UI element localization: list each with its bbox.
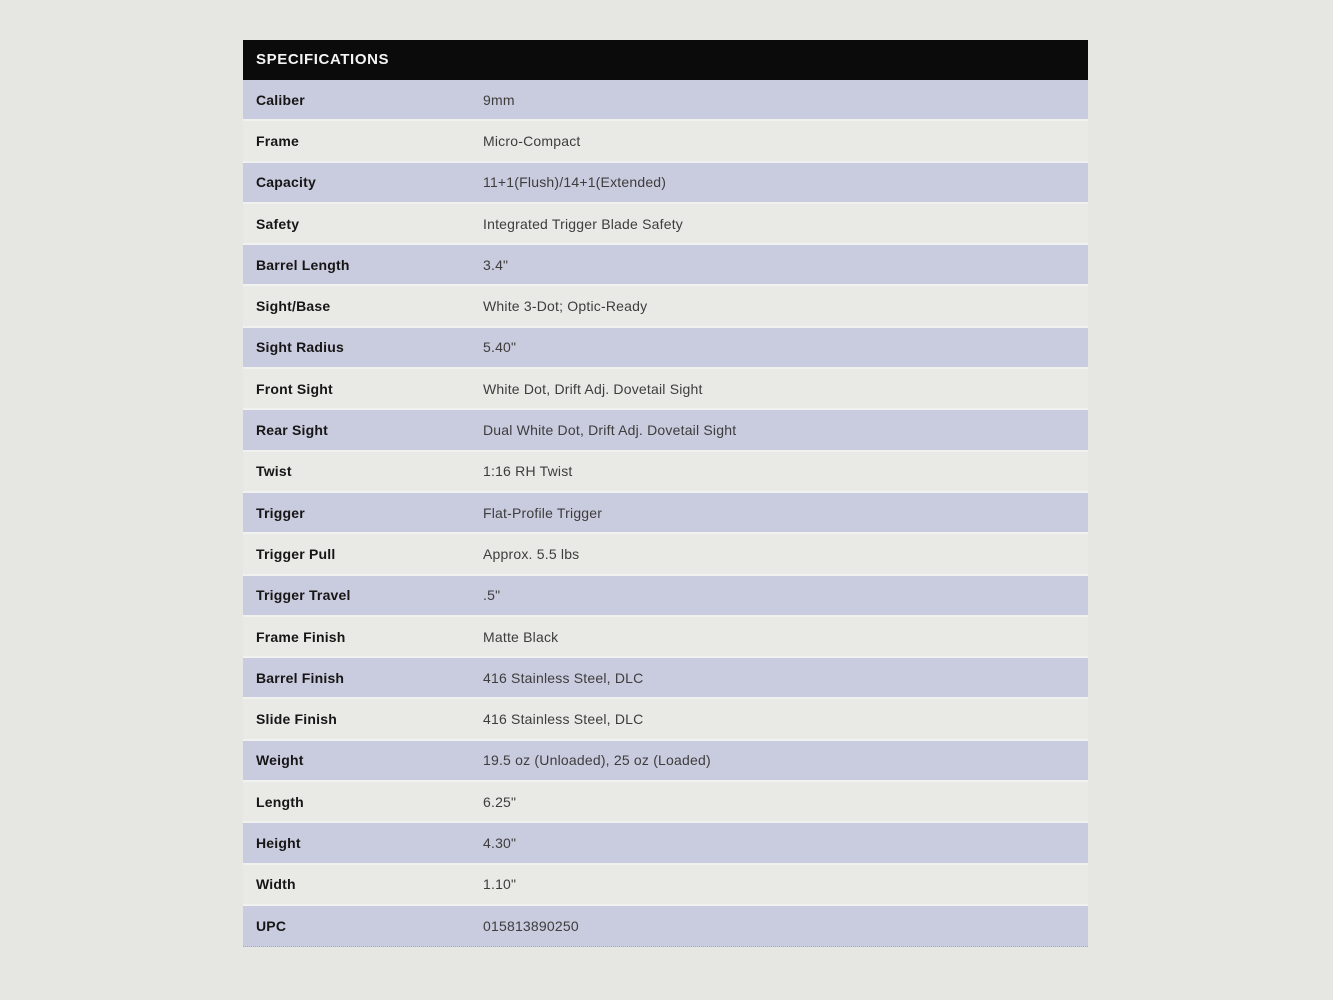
spec-label: Barrel Length	[256, 256, 350, 273]
spec-value: Dual White Dot, Drift Adj. Dovetail Sight	[483, 422, 737, 439]
spec-value: .5"	[483, 587, 501, 604]
spec-row	[243, 534, 1088, 575]
spec-label: Frame Finish	[256, 628, 346, 645]
spec-row	[243, 204, 1088, 245]
spec-row	[243, 865, 1088, 906]
spec-row	[243, 823, 1088, 864]
spec-row	[243, 245, 1088, 286]
spec-value: 1:16 RH Twist	[483, 463, 573, 480]
spec-label: Caliber	[256, 91, 305, 108]
spec-row	[243, 369, 1088, 410]
spec-value: Approx. 5.5 lbs	[483, 545, 580, 562]
spec-row	[243, 163, 1088, 204]
spec-row	[243, 699, 1088, 740]
spec-row	[243, 617, 1088, 658]
spec-value: 1.10"	[483, 876, 517, 893]
spec-label: Barrel Finish	[256, 669, 345, 686]
spec-label: Trigger Travel	[256, 587, 351, 604]
spec-label: Safety	[256, 215, 300, 232]
spec-label: Slide Finish	[256, 711, 337, 728]
spec-label: Sight/Base	[256, 298, 331, 315]
spec-value: Matte Black	[483, 628, 559, 645]
spec-value: Micro-Compact	[483, 132, 581, 149]
spec-row	[243, 658, 1088, 699]
spec-label: Frame	[256, 132, 300, 149]
spec-label: Capacity	[256, 174, 316, 191]
spec-value: 9mm	[483, 91, 515, 108]
spec-label: Front Sight	[256, 380, 333, 397]
spec-label: Rear Sight	[256, 422, 329, 439]
spec-value: 3.4"	[483, 256, 509, 273]
spec-label: Width	[256, 876, 296, 893]
spec-row	[243, 741, 1088, 782]
spec-value: 19.5 oz (Unloaded), 25 oz (Loaded)	[483, 752, 711, 769]
spec-value: Flat-Profile Trigger	[483, 504, 603, 521]
spec-value: 416 Stainless Steel, DLC	[483, 711, 644, 728]
spec-value: 6.25"	[483, 793, 517, 810]
spec-row	[243, 452, 1088, 493]
specifications-rows	[243, 80, 1088, 947]
spec-value: White 3-Dot; Optic-Ready	[483, 298, 648, 315]
spec-label: Weight	[256, 752, 304, 769]
spec-row	[243, 493, 1088, 534]
spec-label: Trigger Pull	[256, 545, 336, 562]
spec-row	[243, 80, 1088, 121]
spec-row	[243, 286, 1088, 327]
spec-row	[243, 782, 1088, 823]
specifications-table	[243, 40, 1088, 947]
spec-row	[243, 906, 1088, 947]
spec-value: 416 Stainless Steel, DLC	[483, 669, 644, 686]
spec-row	[243, 328, 1088, 369]
spec-value: Integrated Trigger Blade Safety	[483, 215, 683, 232]
specifications-header: SPECIFICATIONS	[243, 40, 1088, 80]
spec-label: Twist	[256, 463, 292, 480]
spec-label: Trigger	[256, 504, 305, 521]
spec-value: 5.40"	[483, 339, 517, 356]
spec-label: Sight Radius	[256, 339, 344, 356]
spec-row	[243, 121, 1088, 162]
spec-label: Length	[256, 793, 304, 810]
spec-row	[243, 576, 1088, 617]
spec-label: Height	[256, 834, 301, 851]
spec-row	[243, 410, 1088, 451]
spec-value: 015813890250	[483, 918, 579, 935]
spec-label: UPC	[256, 918, 287, 935]
spec-value: 11+1(Flush)/14+1(Extended)	[483, 174, 667, 191]
spec-value: White Dot, Drift Adj. Dovetail Sight	[483, 380, 703, 397]
spec-value: 4.30"	[483, 834, 517, 851]
